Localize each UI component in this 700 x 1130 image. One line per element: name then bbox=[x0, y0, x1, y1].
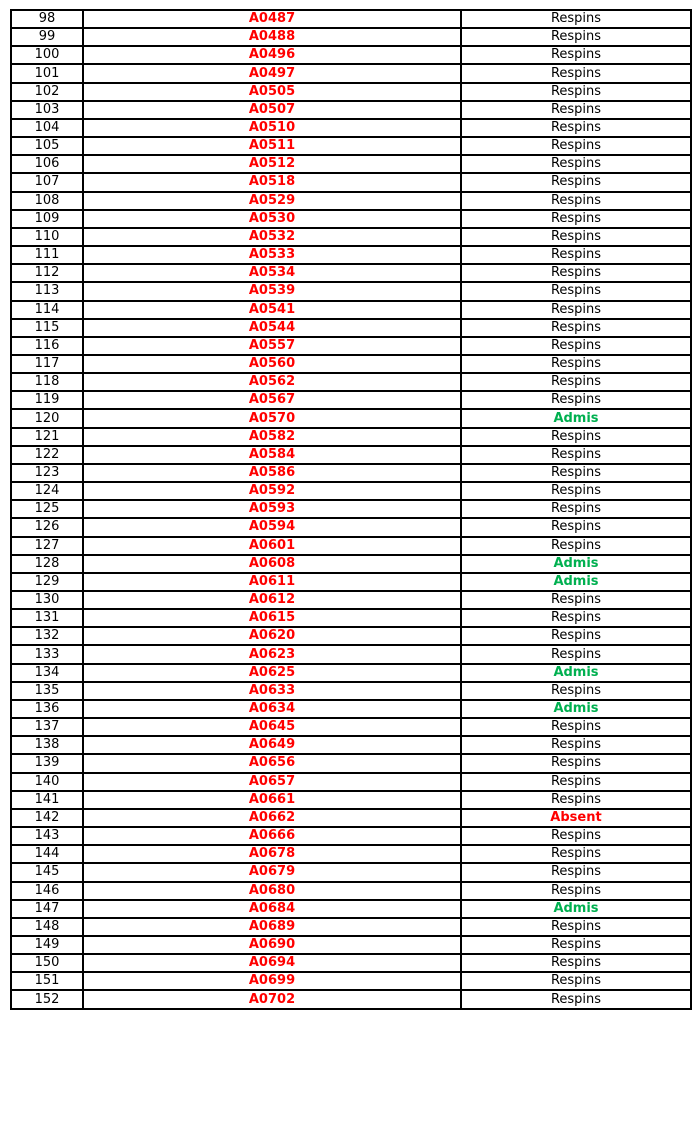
result-status: Respins bbox=[461, 28, 691, 46]
result-status: Respins bbox=[461, 119, 691, 137]
table-row bbox=[11, 173, 691, 191]
table-row bbox=[11, 355, 691, 373]
candidate-code: A0529 bbox=[83, 192, 461, 210]
row-number: 112 bbox=[11, 264, 83, 282]
candidate-code: A0582 bbox=[83, 428, 461, 446]
row-number: 127 bbox=[11, 537, 83, 555]
candidate-code: A0586 bbox=[83, 464, 461, 482]
candidate-code: A0608 bbox=[83, 555, 461, 573]
candidate-code: A0497 bbox=[83, 64, 461, 82]
candidate-code: A0518 bbox=[83, 173, 461, 191]
row-number: 99 bbox=[11, 28, 83, 46]
table-row bbox=[11, 736, 691, 754]
result-status: Respins bbox=[461, 627, 691, 645]
table-row bbox=[11, 137, 691, 155]
result-status: Respins bbox=[461, 446, 691, 464]
row-number: 123 bbox=[11, 464, 83, 482]
table-row bbox=[11, 845, 691, 863]
row-number: 134 bbox=[11, 664, 83, 682]
candidate-code: A0666 bbox=[83, 827, 461, 845]
result-status: Respins bbox=[461, 918, 691, 936]
result-status: Respins bbox=[461, 773, 691, 791]
row-number: 101 bbox=[11, 64, 83, 82]
table-row bbox=[11, 64, 691, 82]
table-row bbox=[11, 700, 691, 718]
result-status: Respins bbox=[461, 972, 691, 990]
row-number: 144 bbox=[11, 845, 83, 863]
result-status: Respins bbox=[461, 609, 691, 627]
candidate-code: A0533 bbox=[83, 246, 461, 264]
result-status: Respins bbox=[461, 83, 691, 101]
result-status: Respins bbox=[461, 373, 691, 391]
candidate-code: A0593 bbox=[83, 500, 461, 518]
row-number: 136 bbox=[11, 700, 83, 718]
row-number: 124 bbox=[11, 482, 83, 500]
candidate-code: A0679 bbox=[83, 863, 461, 881]
candidate-code: A0507 bbox=[83, 101, 461, 119]
result-status: Admis bbox=[461, 573, 691, 591]
table-row bbox=[11, 990, 691, 1008]
result-status: Respins bbox=[461, 301, 691, 319]
candidate-code: A0496 bbox=[83, 46, 461, 64]
row-number: 148 bbox=[11, 918, 83, 936]
row-number: 145 bbox=[11, 863, 83, 881]
table-row bbox=[11, 555, 691, 573]
result-status: Respins bbox=[461, 210, 691, 228]
candidate-code: A0662 bbox=[83, 809, 461, 827]
result-status: Respins bbox=[461, 754, 691, 772]
candidate-code: A0678 bbox=[83, 845, 461, 863]
candidate-code: A0690 bbox=[83, 936, 461, 954]
row-number: 141 bbox=[11, 791, 83, 809]
table-row bbox=[11, 682, 691, 700]
table-row bbox=[11, 246, 691, 264]
candidate-code: A0562 bbox=[83, 373, 461, 391]
candidate-code: A0487 bbox=[83, 10, 461, 28]
result-status: Respins bbox=[461, 337, 691, 355]
table-row bbox=[11, 645, 691, 663]
result-status: Respins bbox=[461, 645, 691, 663]
candidate-code: A0601 bbox=[83, 537, 461, 555]
result-status: Respins bbox=[461, 736, 691, 754]
row-number: 116 bbox=[11, 337, 83, 355]
result-status: Respins bbox=[461, 319, 691, 337]
result-status: Respins bbox=[461, 500, 691, 518]
result-status: Respins bbox=[461, 64, 691, 82]
table-row bbox=[11, 537, 691, 555]
results-table bbox=[10, 9, 692, 1010]
table-row bbox=[11, 573, 691, 591]
result-status: Admis bbox=[461, 700, 691, 718]
table-row bbox=[11, 464, 691, 482]
table-row bbox=[11, 882, 691, 900]
result-status: Admis bbox=[461, 900, 691, 918]
row-number: 102 bbox=[11, 83, 83, 101]
candidate-code: A0592 bbox=[83, 482, 461, 500]
result-status: Respins bbox=[461, 228, 691, 246]
table-row bbox=[11, 10, 691, 28]
table-row bbox=[11, 918, 691, 936]
candidate-code: A0657 bbox=[83, 773, 461, 791]
result-status: Respins bbox=[461, 863, 691, 881]
candidate-code: A0510 bbox=[83, 119, 461, 137]
table-row bbox=[11, 482, 691, 500]
table-row bbox=[11, 972, 691, 990]
table-row bbox=[11, 301, 691, 319]
table-row bbox=[11, 664, 691, 682]
table-row bbox=[11, 282, 691, 300]
candidate-code: A0656 bbox=[83, 754, 461, 772]
candidate-code: A0560 bbox=[83, 355, 461, 373]
candidate-code: A0649 bbox=[83, 736, 461, 754]
row-number: 122 bbox=[11, 446, 83, 464]
row-number: 135 bbox=[11, 682, 83, 700]
candidate-code: A0612 bbox=[83, 591, 461, 609]
row-number: 105 bbox=[11, 137, 83, 155]
table-row bbox=[11, 337, 691, 355]
table-row bbox=[11, 83, 691, 101]
candidate-code: A0625 bbox=[83, 664, 461, 682]
result-status: Respins bbox=[461, 192, 691, 210]
row-number: 119 bbox=[11, 391, 83, 409]
result-status: Respins bbox=[461, 246, 691, 264]
table-row bbox=[11, 500, 691, 518]
table-row bbox=[11, 936, 691, 954]
row-number: 125 bbox=[11, 500, 83, 518]
row-number: 146 bbox=[11, 882, 83, 900]
candidate-code: A0530 bbox=[83, 210, 461, 228]
result-status: Respins bbox=[461, 464, 691, 482]
row-number: 115 bbox=[11, 319, 83, 337]
table-row bbox=[11, 773, 691, 791]
table-row bbox=[11, 518, 691, 536]
candidate-code: A0623 bbox=[83, 645, 461, 663]
result-status: Admis bbox=[461, 555, 691, 573]
table-row bbox=[11, 954, 691, 972]
table-row bbox=[11, 228, 691, 246]
result-status: Respins bbox=[461, 591, 691, 609]
candidate-code: A0615 bbox=[83, 609, 461, 627]
row-number: 111 bbox=[11, 246, 83, 264]
result-status: Admis bbox=[461, 664, 691, 682]
candidate-code: A0532 bbox=[83, 228, 461, 246]
table-row bbox=[11, 391, 691, 409]
candidate-code: A0512 bbox=[83, 155, 461, 173]
result-status: Respins bbox=[461, 264, 691, 282]
results-table-body bbox=[11, 10, 691, 1009]
result-status: Absent bbox=[461, 809, 691, 827]
row-number: 107 bbox=[11, 173, 83, 191]
row-number: 114 bbox=[11, 301, 83, 319]
row-number: 128 bbox=[11, 555, 83, 573]
result-status: Respins bbox=[461, 954, 691, 972]
result-status: Respins bbox=[461, 101, 691, 119]
result-status: Respins bbox=[461, 827, 691, 845]
result-status: Admis bbox=[461, 409, 691, 427]
table-row bbox=[11, 446, 691, 464]
row-number: 103 bbox=[11, 101, 83, 119]
row-number: 133 bbox=[11, 645, 83, 663]
candidate-code: A0567 bbox=[83, 391, 461, 409]
table-row bbox=[11, 863, 691, 881]
row-number: 151 bbox=[11, 972, 83, 990]
result-status: Respins bbox=[461, 936, 691, 954]
result-status: Respins bbox=[461, 391, 691, 409]
row-number: 132 bbox=[11, 627, 83, 645]
row-number: 110 bbox=[11, 228, 83, 246]
table-row bbox=[11, 900, 691, 918]
table-row bbox=[11, 264, 691, 282]
result-status: Respins bbox=[461, 845, 691, 863]
candidate-code: A0684 bbox=[83, 900, 461, 918]
candidate-code: A0633 bbox=[83, 682, 461, 700]
table-row bbox=[11, 155, 691, 173]
row-number: 106 bbox=[11, 155, 83, 173]
candidate-code: A0511 bbox=[83, 137, 461, 155]
row-number: 109 bbox=[11, 210, 83, 228]
table-row bbox=[11, 28, 691, 46]
row-number: 137 bbox=[11, 718, 83, 736]
row-number: 121 bbox=[11, 428, 83, 446]
row-number: 143 bbox=[11, 827, 83, 845]
table-row bbox=[11, 192, 691, 210]
row-number: 140 bbox=[11, 773, 83, 791]
candidate-code: A0541 bbox=[83, 301, 461, 319]
result-status: Respins bbox=[461, 882, 691, 900]
row-number: 150 bbox=[11, 954, 83, 972]
candidate-code: A0570 bbox=[83, 409, 461, 427]
table-row bbox=[11, 101, 691, 119]
table-row bbox=[11, 718, 691, 736]
candidate-code: A0689 bbox=[83, 918, 461, 936]
row-number: 147 bbox=[11, 900, 83, 918]
row-number: 126 bbox=[11, 518, 83, 536]
table-row bbox=[11, 591, 691, 609]
row-number: 129 bbox=[11, 573, 83, 591]
result-status: Respins bbox=[461, 537, 691, 555]
candidate-code: A0645 bbox=[83, 718, 461, 736]
result-status: Respins bbox=[461, 355, 691, 373]
result-status: Respins bbox=[461, 173, 691, 191]
row-number: 131 bbox=[11, 609, 83, 627]
table-row bbox=[11, 609, 691, 627]
result-status: Respins bbox=[461, 990, 691, 1008]
result-status: Respins bbox=[461, 10, 691, 28]
candidate-code: A0694 bbox=[83, 954, 461, 972]
candidate-code: A0634 bbox=[83, 700, 461, 718]
row-number: 108 bbox=[11, 192, 83, 210]
row-number: 138 bbox=[11, 736, 83, 754]
candidate-code: A0594 bbox=[83, 518, 461, 536]
table-row bbox=[11, 210, 691, 228]
result-status: Respins bbox=[461, 137, 691, 155]
table-row bbox=[11, 791, 691, 809]
candidate-code: A0539 bbox=[83, 282, 461, 300]
candidate-code: A0544 bbox=[83, 319, 461, 337]
result-status: Respins bbox=[461, 428, 691, 446]
row-number: 98 bbox=[11, 10, 83, 28]
table-row bbox=[11, 409, 691, 427]
result-status: Respins bbox=[461, 682, 691, 700]
candidate-code: A0611 bbox=[83, 573, 461, 591]
row-number: 149 bbox=[11, 936, 83, 954]
candidate-code: A0620 bbox=[83, 627, 461, 645]
table-row bbox=[11, 319, 691, 337]
candidate-code: A0702 bbox=[83, 990, 461, 1008]
row-number: 113 bbox=[11, 282, 83, 300]
table-row bbox=[11, 46, 691, 64]
candidate-code: A0680 bbox=[83, 882, 461, 900]
result-status: Respins bbox=[461, 482, 691, 500]
candidate-code: A0661 bbox=[83, 791, 461, 809]
result-status: Respins bbox=[461, 518, 691, 536]
candidate-code: A0699 bbox=[83, 972, 461, 990]
table-row bbox=[11, 373, 691, 391]
candidate-code: A0488 bbox=[83, 28, 461, 46]
candidate-code: A0584 bbox=[83, 446, 461, 464]
candidate-code: A0505 bbox=[83, 83, 461, 101]
table-row bbox=[11, 428, 691, 446]
result-status: Respins bbox=[461, 46, 691, 64]
row-number: 120 bbox=[11, 409, 83, 427]
candidate-code: A0534 bbox=[83, 264, 461, 282]
row-number: 104 bbox=[11, 119, 83, 137]
result-status: Respins bbox=[461, 718, 691, 736]
row-number: 118 bbox=[11, 373, 83, 391]
row-number: 142 bbox=[11, 809, 83, 827]
table-row bbox=[11, 627, 691, 645]
candidate-code: A0557 bbox=[83, 337, 461, 355]
row-number: 117 bbox=[11, 355, 83, 373]
row-number: 152 bbox=[11, 990, 83, 1008]
table-row bbox=[11, 827, 691, 845]
result-status: Respins bbox=[461, 155, 691, 173]
row-number: 139 bbox=[11, 754, 83, 772]
table-row bbox=[11, 809, 691, 827]
row-number: 100 bbox=[11, 46, 83, 64]
result-status: Respins bbox=[461, 282, 691, 300]
result-status: Respins bbox=[461, 791, 691, 809]
table-row bbox=[11, 754, 691, 772]
row-number: 130 bbox=[11, 591, 83, 609]
table-row bbox=[11, 119, 691, 137]
